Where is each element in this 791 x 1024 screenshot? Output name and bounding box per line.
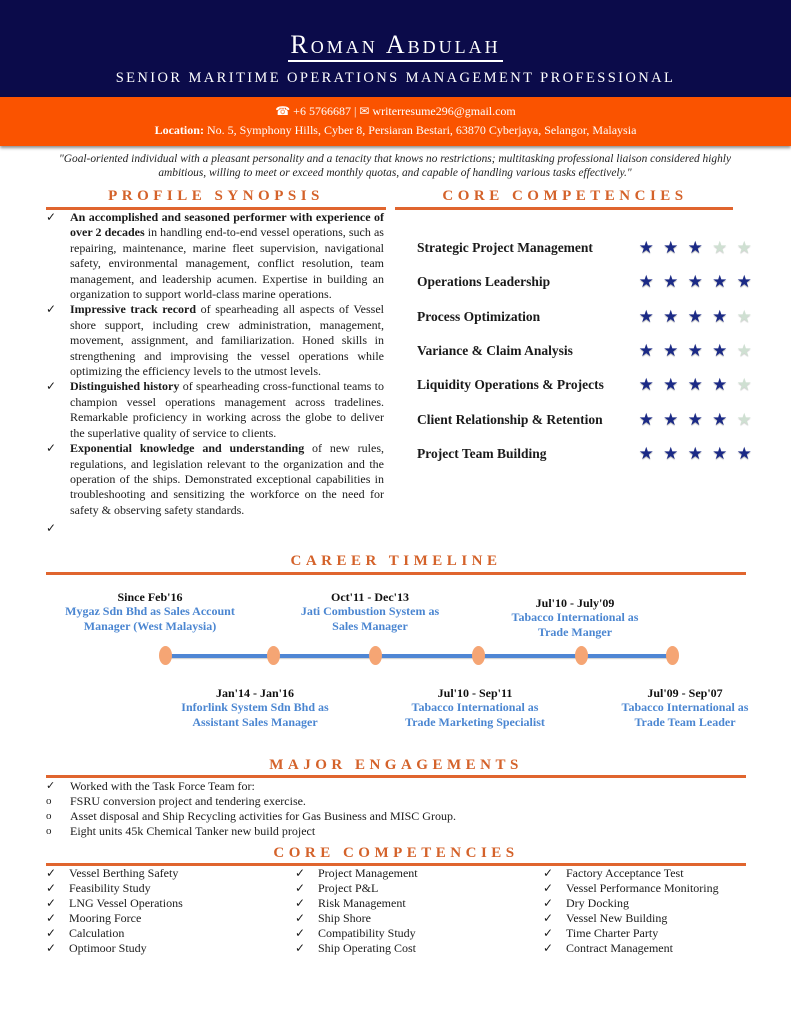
- check-icon: ✓: [295, 866, 306, 880]
- timeline-role: Inforlink System Sdn Bhd as Assistant Sales Manager: [181, 700, 329, 729]
- timeline-node: [575, 646, 588, 665]
- star-rating: [634, 238, 757, 258]
- competency-item: [46, 866, 183, 881]
- star-filled-icon: ★: [712, 444, 728, 464]
- location-label: Location: [154, 123, 200, 137]
- check-icon: ✓: [295, 896, 306, 910]
- competency-item: [295, 941, 418, 956]
- competency-item-text: Compatibility Study: [318, 926, 416, 940]
- synopsis-item: [46, 210, 384, 302]
- competency-item: [46, 911, 183, 926]
- envelope-icon: ✉: [359, 104, 370, 118]
- check-icon: ✓: [46, 881, 57, 895]
- star-filled-icon: ★: [638, 238, 654, 258]
- competency-item: [46, 881, 183, 896]
- star-filled-icon: ★: [712, 375, 728, 395]
- timeline-entry: [55, 590, 245, 633]
- profile-synopsis-heading: PROFILE SYNOPSIS: [108, 188, 324, 204]
- star-rating: [634, 341, 757, 361]
- star-filled-icon: ★: [638, 272, 654, 292]
- competency-item-text: Vessel Performance Monitoring: [566, 881, 719, 895]
- star-filled-icon: ★: [712, 272, 728, 292]
- synopsis-item-text: of spearheading cross-functional teams to champion vessel operations management across tradelines. Remarkable proficiency in working across the globe to deliver the superlative quality of service to clients.: [70, 379, 385, 440]
- star-filled-icon: ★: [663, 307, 679, 327]
- competency-label: Variance & Claim Analysis: [417, 343, 573, 358]
- star-filled-icon: ★: [638, 375, 654, 395]
- competency-row: [417, 274, 757, 294]
- competency-row: [417, 412, 757, 432]
- check-icon: ✓: [46, 379, 57, 394]
- timeline-role: Jati Combustion System as Sales Manager: [300, 604, 440, 633]
- competency-item: [543, 866, 719, 881]
- star-filled-icon: ★: [663, 444, 679, 464]
- competency-row: [417, 343, 757, 363]
- check-icon: ✓: [543, 941, 554, 955]
- timeline-date: Jul'10 - Sep'11: [437, 686, 513, 700]
- competency-item-text: LNG Vessel Operations: [69, 896, 183, 910]
- engagement-item: [46, 824, 456, 839]
- check-icon: ✓: [46, 210, 57, 224]
- summary-quote: "Goal-oriented individual with a pleasant personality and a tenacity that knows no restrictions; multitasking professional liaison considered highly ambitious, willing to meet or exceed monthly quotas, and capable of handling various tasks effectively.": [58, 153, 732, 179]
- engagement-lead-text: Worked with the Task Force Team for:: [70, 779, 255, 793]
- engagement-item: [46, 794, 456, 809]
- timeline-node: [159, 646, 172, 665]
- competency-item-text: Feasibility Study: [69, 881, 151, 895]
- competency-item: [295, 911, 418, 926]
- synopsis-item-text: of new rules, regulations, and legislation relevant to the organization and the operation of the ships. Demonstrated exceptional capabilities in troubleshooting and sensitizing the workforce on the need for safety & observing safety standards.: [70, 441, 384, 517]
- timeline-axis: [166, 654, 672, 658]
- star-empty-icon: ★: [736, 238, 752, 258]
- timeline-role: Tabacco International as Trade Marketing Specialist: [405, 700, 545, 729]
- competency-row: [417, 309, 757, 329]
- competency-item: [543, 896, 719, 911]
- synopsis-item-bold: Distinguished history: [70, 379, 180, 394]
- location-address: No. 5, Symphony Hills, Cyber 8, Persiaran Bestari, 63870 Cyberjaya, Selangor, Malaysia: [206, 123, 637, 137]
- contact-line: [0, 104, 791, 119]
- competency-item-text: Optimoor Study: [69, 941, 147, 955]
- synopsis-item: [46, 379, 384, 441]
- competency-label: Process Optimization: [417, 309, 541, 324]
- competency-item: [543, 911, 719, 926]
- circle-bullet-icon: o: [46, 825, 52, 837]
- competency-label: Client Relationship & Retention: [417, 412, 603, 427]
- synopsis-item: [46, 441, 384, 518]
- star-rating: [634, 444, 757, 464]
- competency-item-text: Mooring Force: [69, 911, 142, 925]
- synopsis-item-bold: Exponential knowledge and understanding: [70, 441, 305, 456]
- star-filled-icon: ★: [687, 410, 703, 430]
- star-filled-icon: ★: [687, 272, 703, 292]
- competency-item-text: Vessel New Building: [566, 911, 668, 925]
- star-filled-icon: ★: [663, 341, 679, 361]
- check-icon: ✓: [295, 926, 306, 940]
- star-filled-icon: ★: [687, 238, 703, 258]
- email-link[interactable]: writerresume296@gmail.com: [372, 104, 516, 118]
- competency-item: [46, 926, 183, 941]
- star-filled-icon: ★: [712, 341, 728, 361]
- competency-row: [417, 240, 757, 260]
- competency-item: [46, 941, 183, 956]
- timeline-node: [267, 646, 280, 665]
- competency-item: [543, 881, 719, 896]
- timeline-date: Jan'14 - Jan'16: [215, 686, 294, 700]
- competency-item-text: Project P&L: [318, 881, 379, 895]
- competency-column: [295, 866, 418, 956]
- timeline-date: Since Feb'16: [117, 590, 183, 604]
- competency-label: Liquidity Operations & Projects: [417, 377, 604, 392]
- major-engagements-list: [46, 779, 456, 839]
- career-timeline-heading: CAREER TIMELINE: [290, 553, 502, 569]
- check-icon: ✓: [46, 926, 57, 940]
- timeline-node: [666, 646, 679, 665]
- check-icon: ✓: [543, 866, 554, 880]
- check-icon: ✓: [46, 941, 57, 955]
- competency-item-text: Ship Operating Cost: [318, 941, 416, 955]
- competency-item-text: Calculation: [69, 926, 125, 940]
- star-rating: [634, 410, 757, 430]
- star-filled-icon: ★: [663, 375, 679, 395]
- check-icon: ✓: [46, 896, 57, 910]
- candidate-name-text: Roman Abdulah: [288, 30, 502, 62]
- timeline-entry: [175, 686, 335, 729]
- check-icon: ✓: [295, 911, 306, 925]
- competency-item-text: Vessel Berthing Safety: [69, 866, 179, 880]
- check-icon: ✓: [543, 881, 554, 895]
- timeline-role: Tabacco International as Trade Team Leader: [621, 700, 749, 729]
- engagement-item-text: FSRU conversion project and tendering exercise.: [70, 794, 306, 808]
- star-filled-icon: ★: [638, 444, 654, 464]
- engagement-item-text: Eight units 45k Chemical Tanker new build project: [70, 824, 316, 838]
- timeline-entry: [615, 686, 755, 729]
- competency-item-text: Risk Management: [318, 896, 406, 910]
- star-filled-icon: ★: [638, 307, 654, 327]
- check-icon: ✓: [295, 881, 306, 895]
- star-empty-icon: ★: [736, 410, 752, 430]
- major-engagements-heading: MAJOR ENGAGEMENTS: [269, 757, 523, 773]
- contact-separator: |: [353, 104, 357, 118]
- competency-item: [295, 926, 418, 941]
- location-colon: :: [199, 123, 204, 137]
- synopsis-item-empty: [46, 521, 384, 539]
- timeline-entry: [500, 596, 650, 639]
- competency-item-text: Ship Shore: [318, 911, 372, 925]
- career-timeline-rule: [46, 572, 746, 575]
- star-empty-icon: ★: [712, 238, 728, 258]
- circle-bullet-icon: o: [46, 810, 52, 822]
- star-empty-icon: ★: [736, 307, 752, 327]
- check-icon: ✓: [543, 911, 554, 925]
- engagement-item-text: Asset disposal and Ship Recycling activities for Gas Business and MISC Group.: [70, 809, 456, 823]
- competency-row: [417, 377, 757, 397]
- synopsis-item-text: in handling end-to-end vessel operations, such as repairing, maintenance, marine fleet supervision, navigational safety, environmental management, conflict resolution, team management, and leadership acumen. Expertise in building an organization to support world-class marine operations.: [70, 225, 384, 302]
- timeline-node: [472, 646, 485, 665]
- synopsis-item: [46, 302, 384, 379]
- star-empty-icon: ★: [736, 375, 752, 395]
- star-filled-icon: ★: [663, 410, 679, 430]
- check-icon: ✓: [543, 926, 554, 940]
- check-icon: ✓: [46, 302, 57, 317]
- competency-item: [295, 881, 418, 896]
- check-icon: ✓: [46, 780, 56, 792]
- star-filled-icon: ★: [736, 272, 752, 292]
- competency-item-text: Time Charter Party: [566, 926, 659, 940]
- timeline-date: Jul'09 - Sep'07: [647, 686, 723, 700]
- engagement-lead: [46, 779, 456, 794]
- timeline-date: Jul'10 - July'09: [535, 596, 615, 610]
- check-icon: ✓: [295, 941, 306, 955]
- star-filled-icon: ★: [663, 238, 679, 258]
- star-rating: [634, 307, 757, 327]
- location-line: [0, 123, 791, 138]
- star-empty-icon: ★: [736, 341, 752, 361]
- check-icon: ✓: [46, 866, 57, 880]
- star-filled-icon: ★: [687, 375, 703, 395]
- star-rating: [634, 272, 757, 292]
- star-rating: [634, 375, 757, 395]
- star-filled-icon: ★: [638, 410, 654, 430]
- check-icon: ✓: [46, 441, 57, 456]
- timeline-node: [369, 646, 382, 665]
- timeline-role: Tabacco International as Trade Manger: [511, 610, 639, 639]
- engagement-item: [46, 809, 456, 824]
- profile-synopsis-list: [46, 210, 384, 539]
- check-icon: ✓: [543, 896, 554, 910]
- circle-bullet-icon: o: [46, 795, 52, 807]
- timeline-date: Oct'11 - Dec'13: [331, 590, 409, 604]
- core-competencies-list-heading: CORE COMPETENCIES: [273, 845, 519, 861]
- phone-icon: ☎: [275, 104, 291, 118]
- competency-item-text: Dry Docking: [566, 896, 629, 910]
- star-filled-icon: ★: [687, 307, 703, 327]
- competency-item-text: Contract Management: [566, 941, 673, 955]
- competency-column: [46, 866, 183, 956]
- star-filled-icon: ★: [736, 444, 752, 464]
- competency-label: Operations Leadership: [417, 274, 551, 289]
- candidate-name: [0, 30, 791, 60]
- competency-label: Strategic Project Management: [417, 240, 593, 255]
- competency-row: [417, 446, 757, 466]
- synopsis-item-text: of spearheading all aspects of Vessel shore support, including crew administration, management, movement, assignment, and familiarization. Honed skills in strengthening and improvising the vessel operations while optimizing the efficiency levels to the utmost levels.: [70, 302, 384, 379]
- competency-item: [46, 896, 183, 911]
- synopsis-item-bold: Impressive track record: [70, 302, 197, 317]
- star-filled-icon: ★: [638, 341, 654, 361]
- timeline-entry: [390, 686, 560, 729]
- competency-column: [543, 866, 719, 956]
- major-engagements-rule: [46, 775, 746, 778]
- competency-label: Project Team Building: [417, 446, 547, 461]
- competency-item: [543, 926, 719, 941]
- star-filled-icon: ★: [687, 444, 703, 464]
- star-filled-icon: ★: [712, 307, 728, 327]
- competency-item: [295, 896, 418, 911]
- competency-item: [543, 941, 719, 956]
- competency-item-text: Factory Acceptance Test: [566, 866, 684, 880]
- synopsis-item-bold: An accomplished and seasoned performer with experience of over 2 decades: [70, 210, 384, 240]
- phone-number[interactable]: +6 5766687: [293, 104, 351, 118]
- check-icon: ✓: [46, 521, 57, 536]
- star-filled-icon: ★: [687, 341, 703, 361]
- job-title: SENIOR MARITIME OPERATIONS MANAGEMENT PROFESSIONAL: [115, 70, 676, 86]
- core-competencies-rule: [395, 207, 733, 210]
- timeline-role: Mygaz Sdn Bhd as Sales Account Manager (West Malaysia): [65, 604, 235, 633]
- star-filled-icon: ★: [712, 410, 728, 430]
- competency-item: [295, 866, 418, 881]
- competency-item-text: Project Management: [318, 866, 418, 880]
- check-icon: ✓: [46, 911, 57, 925]
- core-competencies-heading: CORE COMPETENCIES: [442, 188, 688, 204]
- star-filled-icon: ★: [663, 272, 679, 292]
- timeline-entry: [285, 590, 455, 633]
